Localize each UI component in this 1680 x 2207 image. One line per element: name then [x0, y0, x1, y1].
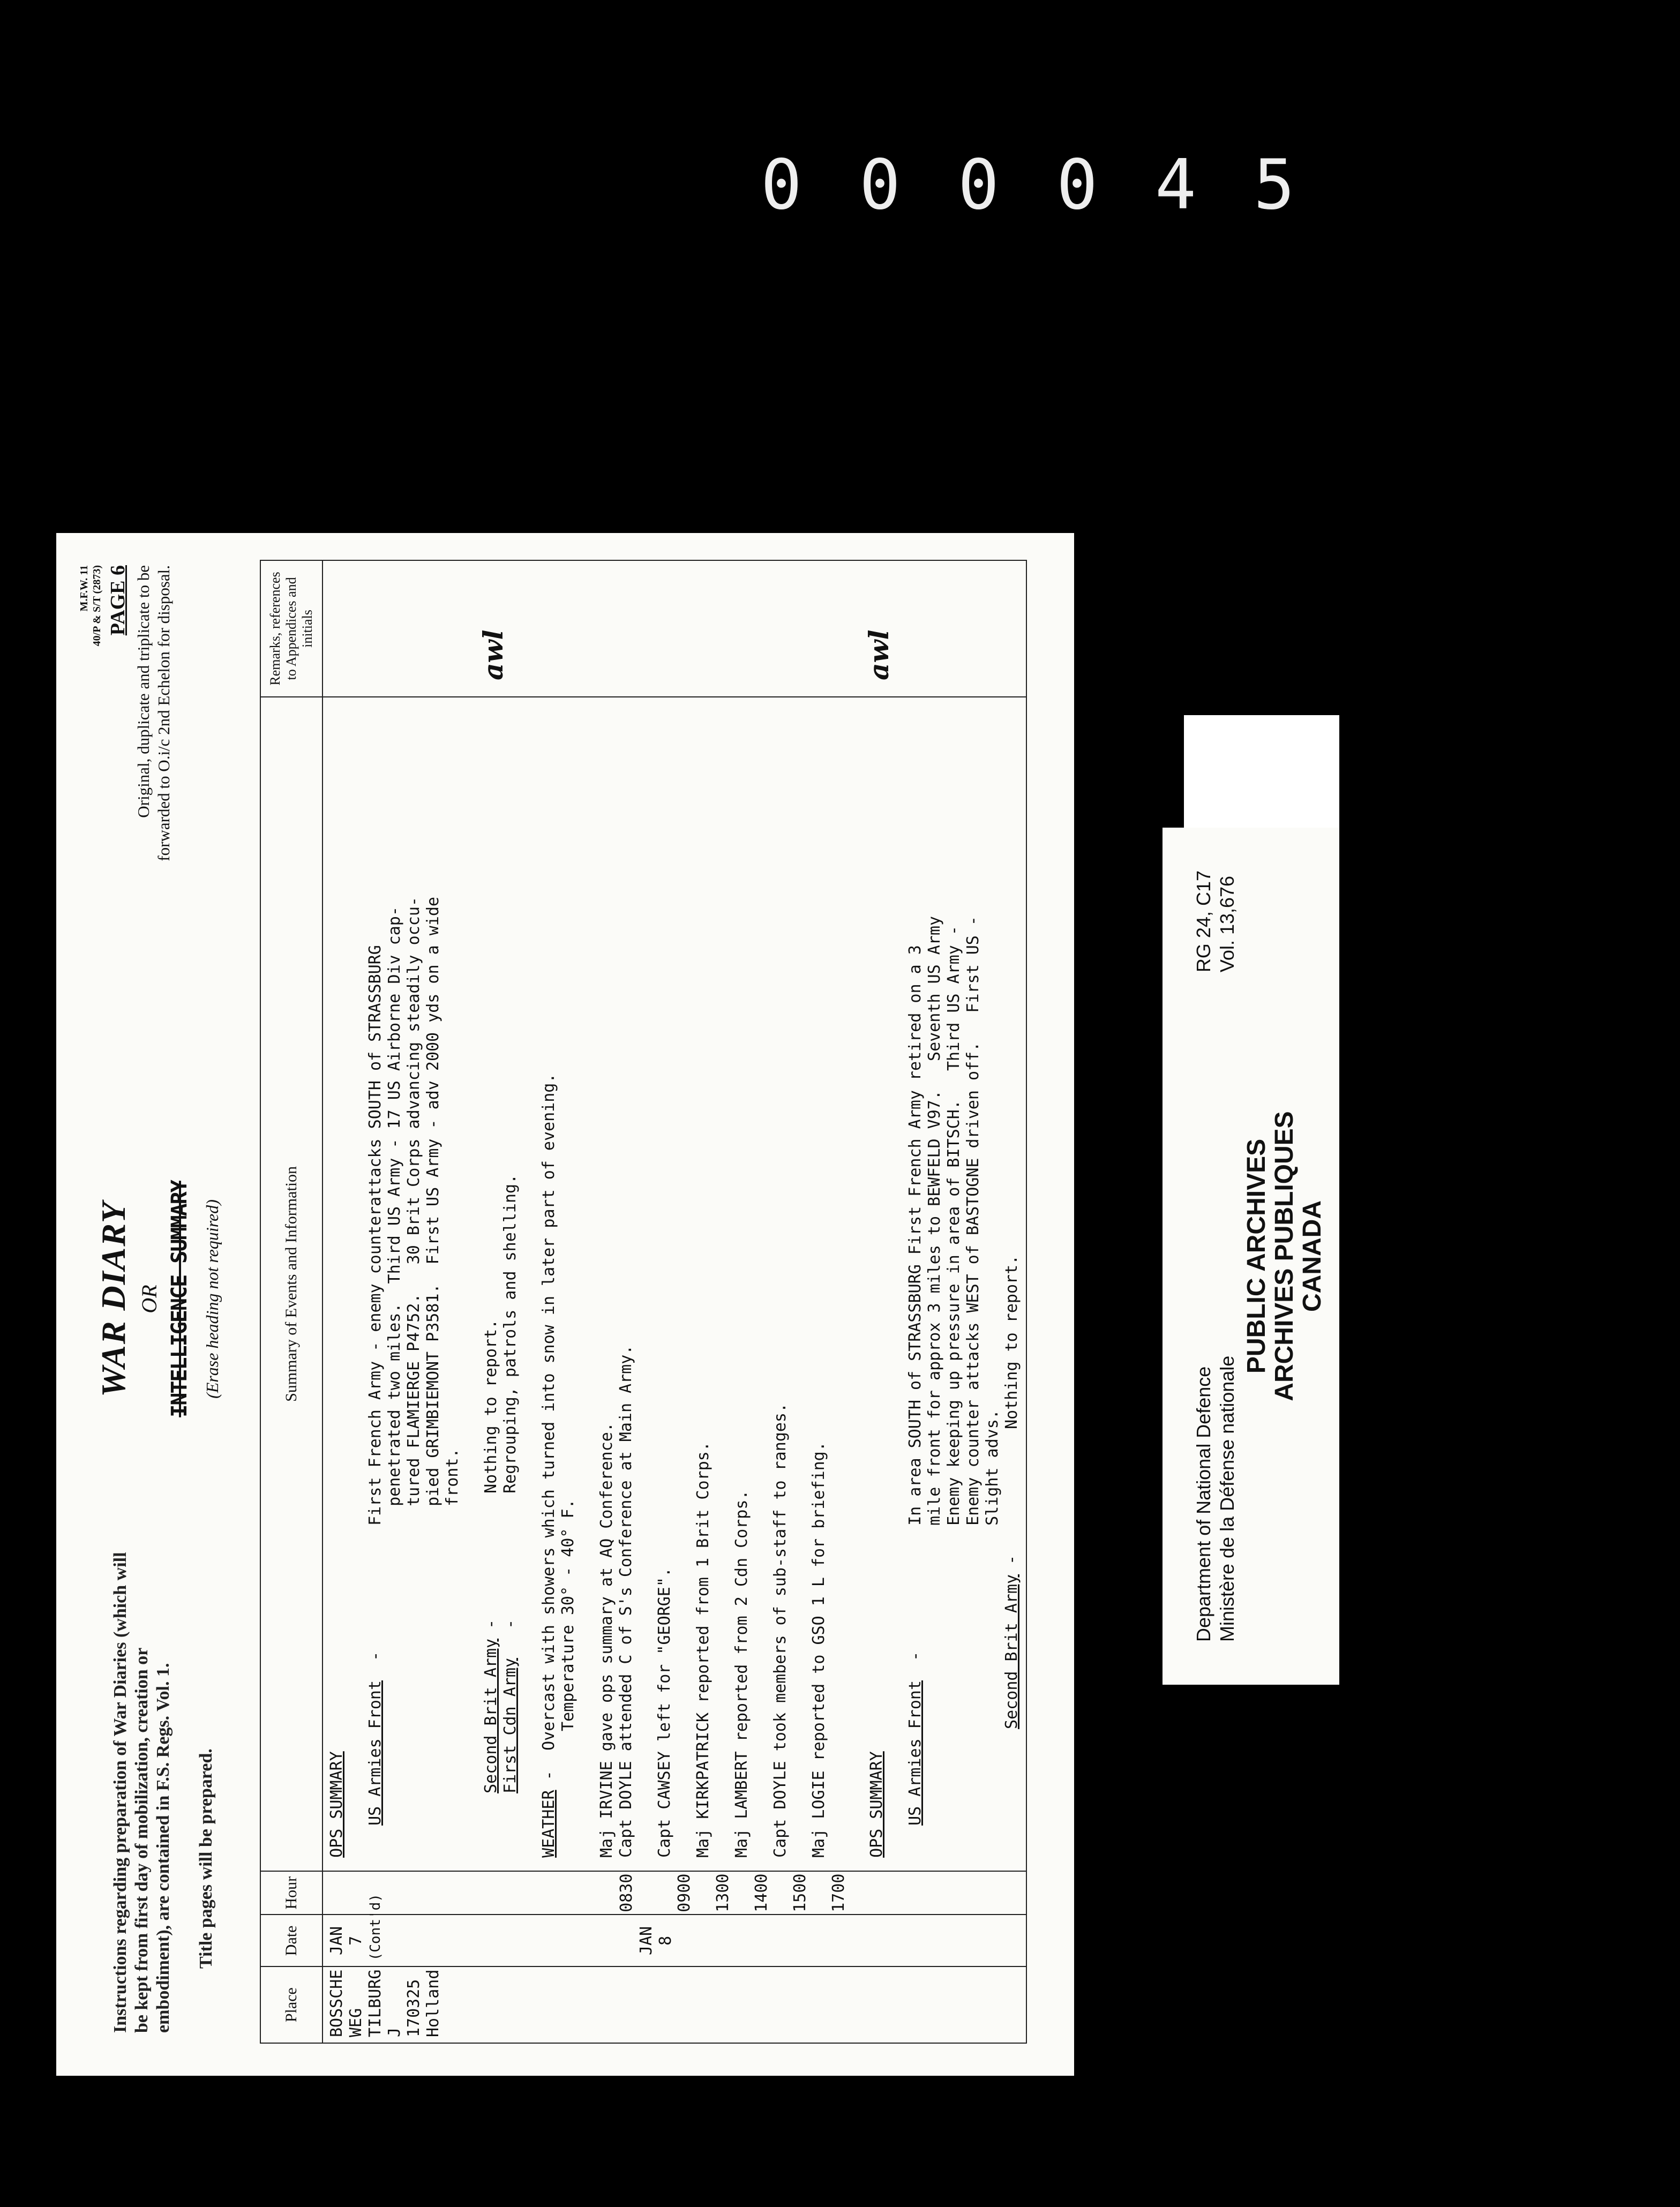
form-info [78, 565, 174, 1047]
date-line: 7 [347, 1935, 365, 1946]
initials-signature: awl [477, 629, 509, 680]
archive-name-en: PUBLIC ARCHIVES [1242, 1138, 1271, 1374]
diary-title: WAR DIARY [94, 1201, 132, 1397]
us-armies-front-label: US Armies Front - [366, 1651, 385, 1826]
entry-0830: Maj IRVINE gave ops summary at AQ Conference. [597, 1422, 616, 1858]
place-line: BOSSCHE WEG [327, 1969, 365, 2037]
second-brit-army-text-2: Nothing to report. [1002, 1255, 1021, 1429]
frame-digit: 0 [1056, 145, 1101, 225]
frame-number [761, 145, 1299, 225]
place-line: J 170325 [385, 1979, 423, 2037]
remarks-cell [322, 560, 1026, 697]
instructions-text: Instructions regarding preparation of War Diaries (which will be kept from first day of mobilization, creation or embodiment), are contained in F.S. Regs. Vol. 1. [110, 1552, 173, 2033]
us-front-line: tured FLAMIERGE P4752. 30 Brit Corps advancing steadily occu- [404, 897, 423, 1506]
hour-cell [322, 1871, 1026, 1915]
date-line: 8 [656, 1935, 675, 1946]
frame-digit: 0 [859, 145, 904, 225]
us-front-line-2: Enemy counter attacks WEST of BASTOGNE driven off. First US - [964, 916, 982, 1526]
archive-dept [1192, 1356, 1239, 1642]
hour-value: 1300 [714, 1873, 732, 1912]
date-line: (Cont'd) [368, 1894, 384, 1961]
frame-digit: 4 [1155, 145, 1200, 225]
entry-1700: Maj LOGIE reported to GSO 1 L for briefing. [809, 1442, 828, 1858]
ops-summary-heading-2: OPS SUMMARY [867, 1751, 886, 1858]
diary-heading [94, 1058, 222, 1540]
archive-ref [1192, 870, 1239, 972]
initials-signature: awl [863, 629, 895, 680]
entry-1300: Maj KIRKPATRICK reported from 1 Brit Corps. [694, 1442, 712, 1858]
struck-heading: INTELLIGENCE SUMMARY [167, 1181, 192, 1417]
entry-0900: Capt CAWSEY left for "GEORGE". [655, 1567, 674, 1858]
us-front-line: First French Army - enemy counterattacks SOUTH of STRASSBURG [366, 945, 385, 1526]
title-pages-note: Title pages will be prepared. [196, 1748, 216, 1969]
second-brit-army-text: Nothing to report. [482, 1319, 500, 1493]
hour-value: 1700 [829, 1873, 848, 1912]
archive-name [1243, 828, 1326, 1685]
col-header-summary: Summary of Events and Information [260, 697, 322, 1871]
diary-or: OR [137, 1285, 161, 1313]
table-row [322, 560, 1026, 2043]
table-header-row [260, 560, 322, 2043]
erase-note: (Erase heading not required) [202, 1199, 222, 1399]
entry-1400: Maj LAMBERT reported from 2 Cdn Corps. [732, 1490, 751, 1858]
us-armies-front-label-2: US Armies Front - [906, 1651, 925, 1826]
archive-label [1162, 828, 1339, 1685]
us-front-line-2: In area SOUTH of STRASSBURG First French Army retired on a 3 [906, 945, 925, 1526]
archive-vol: Vol. 13,676 [1216, 875, 1238, 973]
frame-digit: 5 [1254, 145, 1299, 225]
weather-line: Temperature 30° - 40° F. [559, 1499, 578, 1731]
instructions-block [110, 1551, 217, 2033]
us-front-line: penetrated two miles. Third US Army - 17 US Airborne Div cap- [385, 906, 404, 1506]
hour-value: 1500 [791, 1873, 809, 1912]
archive-name-fr: ARCHIVES PUBLIQUES [1270, 1111, 1299, 1401]
page-number: PAGE 6 [107, 565, 129, 636]
archive-country: CANADA [1298, 1200, 1326, 1312]
place-line: TILBURG [366, 1969, 385, 2037]
entry-0830: Capt DOYLE attended C of S's Conference at Main Army. [617, 1345, 635, 1858]
frame-digit: 0 [958, 145, 1003, 225]
place-cell [322, 1966, 1026, 2043]
summary-cell [322, 697, 1026, 1871]
hour-value: 1400 [752, 1873, 771, 1912]
first-cdn-army-text: Regrouping, patrols and shelling. [501, 1174, 520, 1493]
us-front-line-2: Slight advs. [983, 1409, 1002, 1526]
dept-en: Department of National Defence [1192, 1366, 1214, 1642]
col-header-hour: Hour [260, 1871, 322, 1915]
us-front-line-2: Enemy keeping up pressure in area of BITSCH. Third US Army - [944, 926, 963, 1526]
entry-1500: Capt DOYLE took members of sub-staff to ranges. [771, 1402, 790, 1858]
diary-table [260, 560, 1027, 2044]
hour-value: 0900 [675, 1873, 694, 1912]
weather-line: Overcast with showers which turned into snow in later part of evening. [539, 1073, 558, 1751]
frame-digit: 0 [761, 145, 806, 225]
place-line: Holland [424, 1969, 442, 2037]
weather-label: WEATHER - [539, 1770, 558, 1858]
second-brit-army-label: Second Brit Army - [482, 1619, 500, 1793]
second-brit-army-label-2: Second Brit Army - [1002, 1555, 1021, 1729]
form-number: M.F.W. 11 40/P & S/T (2873) [78, 565, 103, 647]
archive-rg: RG 24, C17 [1192, 870, 1214, 973]
disposal-note-2: forwarded to O.i/c 2nd Echelon for disposal. [154, 565, 173, 861]
date-line: JAN [637, 1926, 656, 1955]
col-header-date: Date [260, 1915, 322, 1966]
ops-summary-heading: OPS SUMMARY [327, 1751, 346, 1858]
hour-value: 0830 [617, 1873, 636, 1912]
first-cdn-army-label: First Cdn Army - [501, 1619, 520, 1793]
date-cell [322, 1894, 1026, 1966]
us-front-line: pied GRIMBIEMONT P3581. First US Army - adv 2000 yds on a wide [424, 897, 442, 1506]
war-diary-page [56, 533, 1074, 2076]
us-front-line-2: mile front for approx 3 miles to BEWFELD V97. Seventh US Army [925, 916, 944, 1526]
us-front-line: front. [443, 1448, 462, 1506]
date-line: JAN [327, 1926, 346, 1955]
col-header-place: Place [260, 1966, 322, 2043]
dept-fr: Ministère de la Défense nationale [1216, 1355, 1238, 1642]
disposal-note-1: Original, duplicate and triplicate to be [134, 565, 153, 818]
col-header-remarks: Remarks, references to Appendices and initials [260, 560, 322, 697]
